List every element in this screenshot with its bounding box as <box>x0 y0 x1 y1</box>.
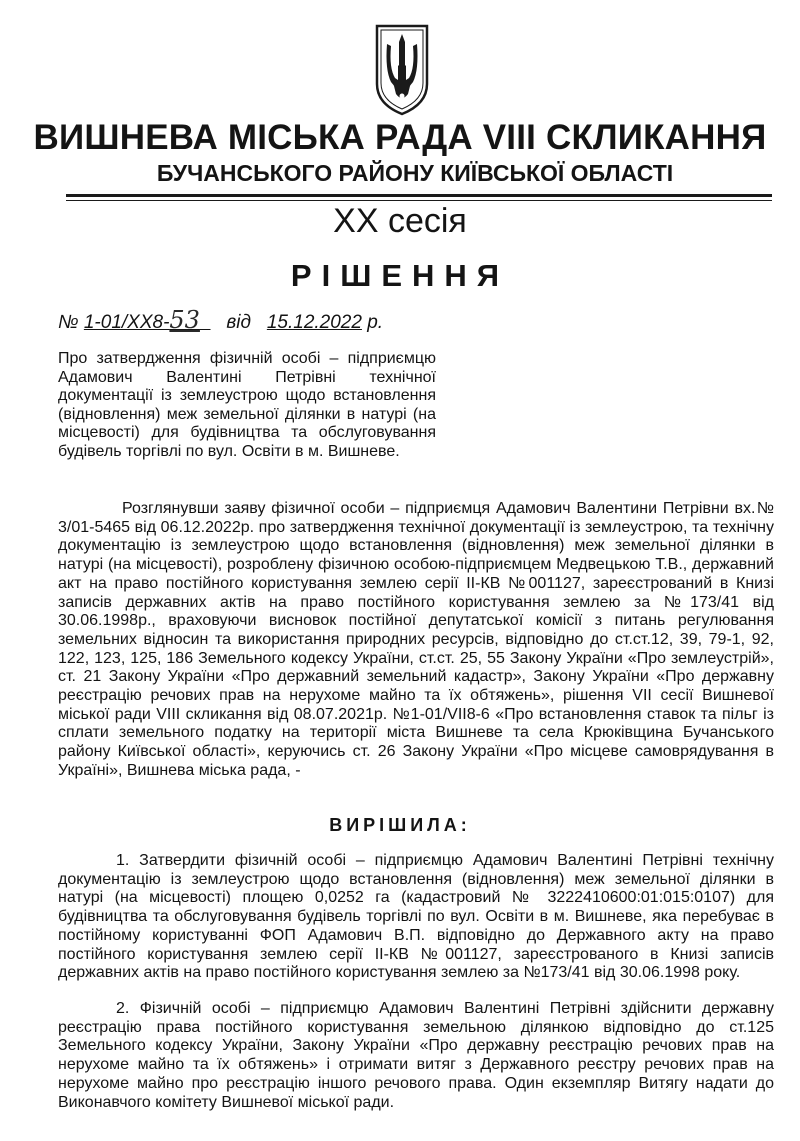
council-name: ВИШНЕВА МІСЬКА РАДА VIII СКЛИКАННЯ <box>33 118 767 157</box>
ukraine-coat-of-arms-icon <box>373 22 431 118</box>
council-district: БУЧАНСЬКОГО РАЙОНУ КИЇВСЬКОЇ ОБЛАСТІ <box>156 160 674 186</box>
session-title: XX сесія <box>333 202 467 240</box>
decision-subject: Про затвердження фізичній особі – підприємцю Адамович Валентині Петрівні технічної документації із землеустрою щодо встановлення (відновлення) меж земельної ділянки в натурі (на місцевості) для будівництва та обслуговування будівель торгівлі по вул. Освіти в м. Вишневе. <box>58 350 436 460</box>
number-sign: № <box>58 312 79 333</box>
decision-title: РІШЕННЯ <box>290 258 510 293</box>
decision-number-line <box>58 306 383 334</box>
decision-number: 1-01/XX8-53 <box>83 306 200 334</box>
header-rule-thin <box>66 200 772 201</box>
header-rule-thick <box>66 194 772 197</box>
preamble-paragraph: Розглянувши заяву фізичної особи – підприємця Адамович Валентини Петрівни вх.№ 3/01-5465 від 06.12.2022р. про затвердження технічної документації із землеустрою, та технічну документацію із землеустрою щодо встановлення (відновлення) меж земельної ділянки в натурі (на місцевості), розроблену фізичною особою-підприємцем Медвецькою Т.В., державний акт на право постійного користування землею серії ІІ-КВ №001127, зареєстрований в Книзі записів державних актів на право постійного користування землею за №173/41 від 30.06.1998р., враховуючи висновок постійної депутатської комісії з питань регулювання земельних відносин та використання природних ресурсів, відповідно до ст.ст.12, 39, 79-1, 92, 122, 123, 125, 186 Земельного кодексу України, ст.ст. 25, 55 Закону України «Про землеустрій», ст. 21 Закону України «Про державний земельний кадастр», Закону України «Про державну реєстрацію речових прав на нерухоме майно та їх обтяжень», рішення VII сесії Вишневої міської ради VIII скликання від 08.07.2021р. №1-01/VII8-6 «Про встановлення ставок та пільг із сплати земельного податку на території міста Вишневе та села Крюківщина Бучанського району Київської області», керуючись ст. 26 Закону України «Про місцеве самоврядування в Україні», Вишнева міська рада, - <box>58 500 774 779</box>
date-suffix: р. <box>367 312 384 333</box>
decision-item-2: 2. Фізичній особі – підприємцю Адамович Валентині Петрівні здійснити державну реєстрацію права постійного користування земельною ділянкою відповідно до ст.125 Земельного кодексу України, Закону України «Про державну реєстрацію речових прав на нерухоме майно та їх обтяжень» і отримати витяг з Державного реєстру речових прав на нерухоме майно про реєстрацію іншого речового права. Один екземпляр Витягу надати до Виконавчого комітету Вишневої міської ради. <box>58 1000 774 1111</box>
decided-heading: ВИРІШИЛА: <box>329 815 471 835</box>
decision-date: 15.12.2022 <box>266 312 362 333</box>
decision-item-1: 1. Затвердити фізичній особі – підприємцю Адамович Валентині Петрівні технічну документацію із землеустрою щодо встановлення (відновлення) меж земельної ділянки в натурі (на місцевості) площею 0,0252 га (кадастровий № 3222410600:01:015:0107) для будівництва та обслуговування будівель торгівлі по вул. Освіти в м. Вишневе, яка перебуває в постійному користуванні ФОП Адамович В.П. відповідно до Державного акту на право постійного користування землею серії ІІ-КВ №001127, зареєстрованого в Книзі записів державних актів на право постійного користування землею за №173/41 від 30.06.1998 року. <box>58 852 774 982</box>
handwritten-number: 53 <box>169 306 200 334</box>
date-label: від <box>226 312 251 333</box>
